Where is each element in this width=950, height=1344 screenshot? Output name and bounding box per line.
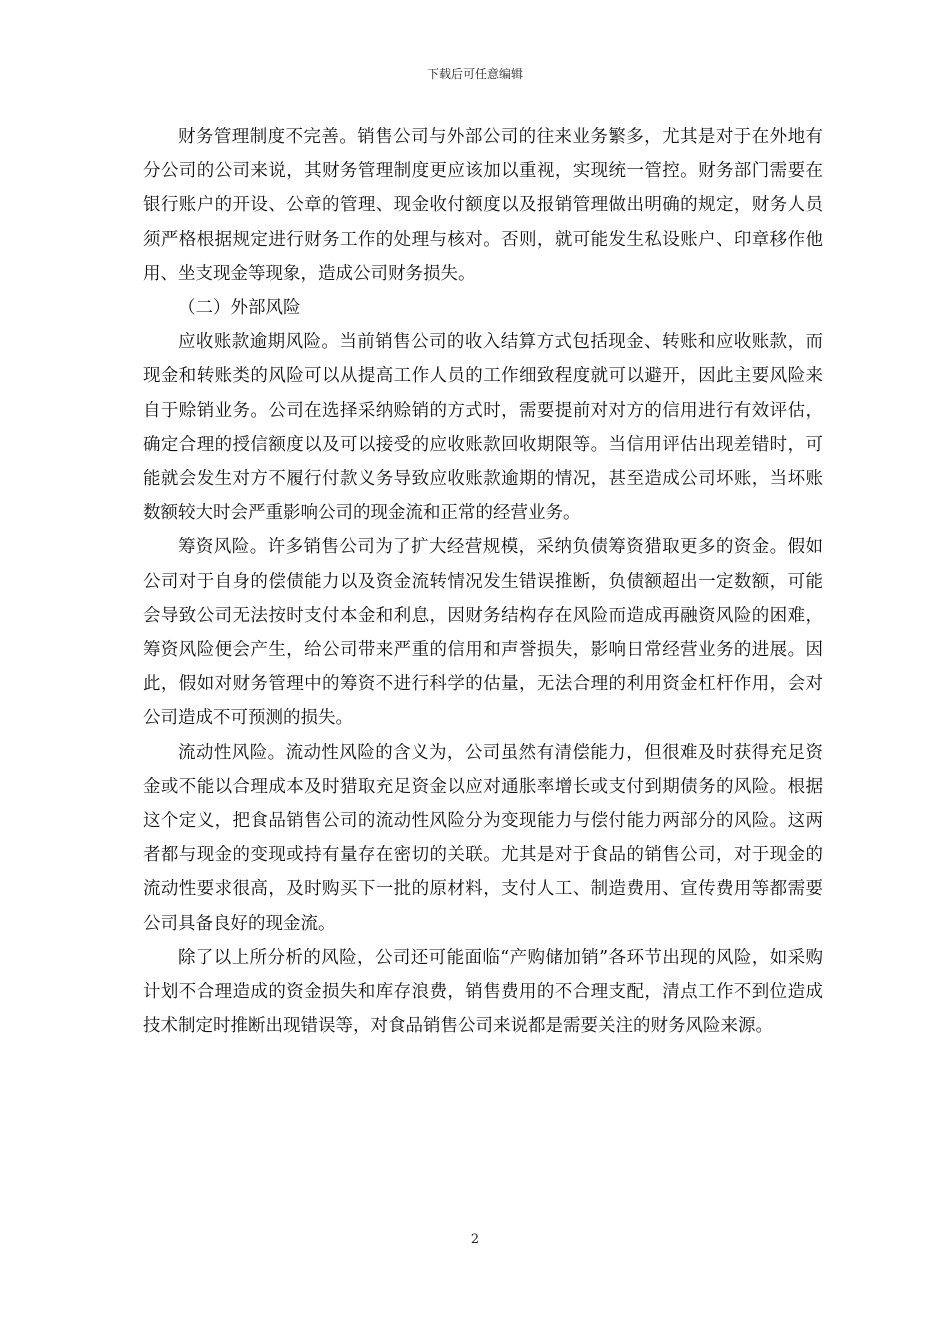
section-heading-external-risk: （二）外部风险 [178,298,301,319]
paragraph-receivables-risk: 应收账款逾期风险。当前销售公司的收入结算方式包括现金、转账和应收账款，而现金和转账类的风险可以从提高工作人员的工作细致程度就可以避开，因此主要风险来自于赊销业务。公司在选择采纳赊销的方式时，需要提前对对方的信用进行有效评估，确定合理的授信额度以及可以接受的应收账款回收期限等。当信用评估出现差错时，可能就会发生对方不履行付款义务导致应收账款逾期的情况，甚至造成公司坏账，当坏账数额较大时会严重影响公司的现金流和正常的经营业务。 [143,332,823,524]
header-note: 下载后可任意编辑 [426,67,523,81]
page-number: 2 [470,1232,480,1247]
paragraph-liquidity-risk: 流动性风险。流动性风险的含义为，公司虽然有清偿能力，但很难及时获得充足资金或不能以合理成本及时猎取充足资金以应对通胀率增长或支付到期债务的风险。根据这个定义，把食品销售公司的流动性风险分为变现能力与偿付能力两部分的风险。这两者都与现金的变现或持有量存在密切的关联。尤其是对于食品的销售公司，对于现金的流动性要求很高，及时购买下一批的原材料，支付人工、制造费用、宣传费用等都需要公司具备良好的现金流。 [143,742,823,934]
paragraph-financing-risk: 筹资风险。许多销售公司为了扩大经营规模，采纳负债筹资猎取更多的资金。假如公司对于自身的偿债能力以及资金流转情况发生错误推断，负债额超出一定数额，可能会导致公司无法按时支付本金和利息，因财务结构存在风险而造成再融资风险的困难，筹资风险便会产生，给公司带来严重的信用和声誉损失，影响日常经营业务的进展。因此，假如对财务管理中的筹资不进行科学的估量，无法合理的利用资金杠杆作用，会对公司造成不可预测的损失。 [143,537,823,729]
paragraph-other-risks: 除了以上所分析的风险，公司还可能面临“产购储加销”各环节出现的风险，如采购计划不合理造成的资金损失和库存浪费，销售费用的不合理支配，清点工作不到位造成技术制定时推断出现错误等，对食品销售公司来说都是需要关注的财务风险来源。 [143,947,823,1037]
body-text [143,120,823,1043]
paragraph-financial-management: 财务管理制度不完善。销售公司与外部公司的往来业务繁多，尤其是对于在外地有分公司的公司来说，其财务管理制度更应该加以重视，实现统一管控。财务部门需要在银行账户的开设、公章的管理、现金收付额度以及报销管理做出明确的规定，财务人员须严格根据规定进行财务工作的处理与核对。否则，就可能发生私设账户、印章移作他用、坐支现金等现象，造成公司财务损失。 [143,127,823,284]
